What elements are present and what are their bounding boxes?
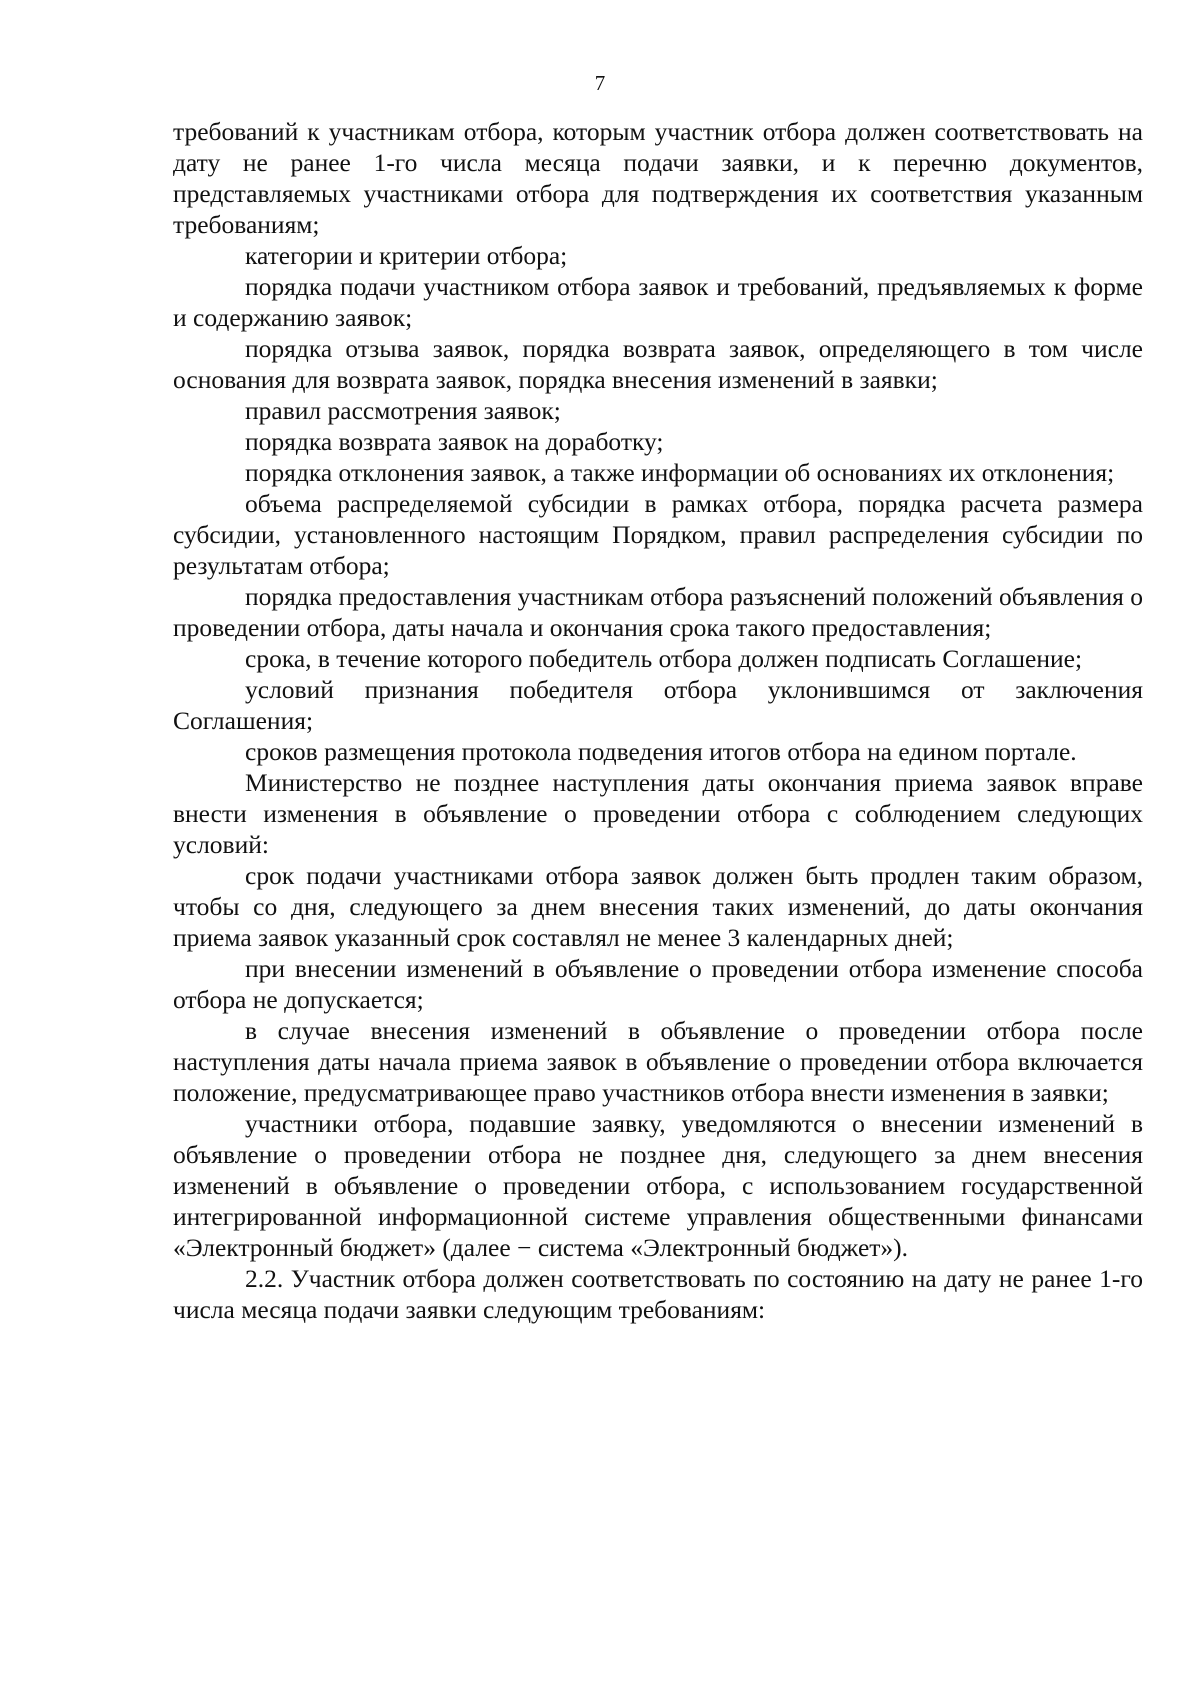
- paragraph: порядка предоставления участникам отбора разъяснений положений объявления о проведении отбора, даты начала и окончания срока такого предоставления;: [173, 582, 1143, 642]
- paragraph: объема распределяемой субсидии в рамках отбора, порядка расчета размера субсидии, установленного настоящим Порядком, правил распределения субсидии по результатам отбора;: [173, 489, 1143, 580]
- page-number: 7: [594, 71, 606, 95]
- paragraph: участники отбора, подавшие заявку, уведомляются о внесении изменений в объявление о проведении отбора не позднее дня, следующего за днем внесения изменений в объявление о проведении отбора, с использованием государственной интегрированной информационной системе управления общественными финансами «Электронный бюджет» (далее − система «Электронный бюджет»).: [173, 1109, 1143, 1262]
- paragraph: Министерство не позднее наступления даты окончания приема заявок вправе внести изменения в объявление о проведении отбора с соблюдением следующих условий:: [173, 768, 1143, 859]
- paragraph: сроков размещения протокола подведения итогов отбора на едином портале.: [245, 737, 1077, 766]
- paragraph: порядка отклонения заявок, а также информации об основаниях их отклонения;: [245, 458, 1115, 487]
- paragraph: порядка отзыва заявок, порядка возврата заявок, определяющего в том числе основания для возврата заявок, порядка внесения изменений в заявки;: [173, 334, 1143, 394]
- paragraph: при внесении изменений в объявление о проведении отбора изменение способа отбора не допускается;: [173, 954, 1143, 1014]
- document-body: [173, 116, 1143, 1325]
- paragraph: требований к участникам отбора, которым участник отбора должен соответствовать на дату не ранее 1-го числа месяца подачи заявки, и к перечню документов, представляемых участниками отбора для подтверждения их соответствия указанным требованиям;: [173, 117, 1143, 239]
- paragraph: 2.2. Участник отбора должен соответствовать по состоянию на дату не ранее 1-го числа месяца подачи заявки следующим требованиям:: [173, 1264, 1143, 1324]
- paragraph: порядка возврата заявок на доработку;: [245, 427, 664, 456]
- paragraph: срок подачи участниками отбора заявок должен быть продлен таким образом, чтобы со дня, следующего за днем внесения таких изменений, до даты окончания приема заявок указанный срок составлял не менее 3 календарных дней;: [173, 861, 1143, 952]
- paragraph: правил рассмотрения заявок;: [245, 396, 561, 425]
- paragraph: в случае внесения изменений в объявление о проведении отбора после наступления даты начала приема заявок в объявление о проведении отбора включается положение, предусматривающее право участников отбора внести изменения в заявки;: [173, 1016, 1143, 1107]
- paragraph: условий признания победителя отбора уклонившимся от заключения Соглашения;: [173, 675, 1143, 735]
- paragraph: категории и критерии отбора;: [245, 241, 568, 270]
- paragraph: срока, в течение которого победитель отбора должен подписать Соглашение;: [245, 644, 1083, 673]
- paragraph: порядка подачи участником отбора заявок и требований, предъявляемых к форме и содержанию заявок;: [173, 272, 1143, 332]
